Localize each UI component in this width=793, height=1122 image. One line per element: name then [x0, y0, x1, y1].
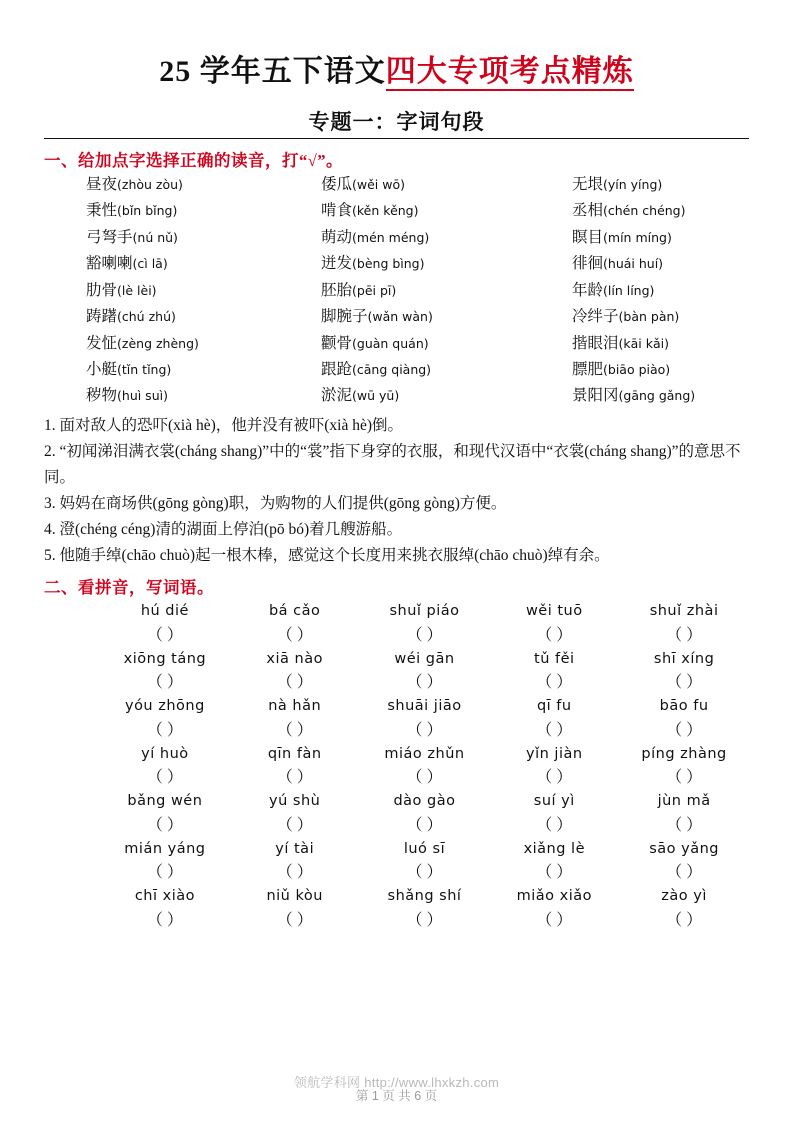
choice-word: 小艇: [86, 360, 118, 378]
pinyin-prompt: qī fu: [536, 698, 572, 715]
choice-word: 丞相: [572, 202, 604, 220]
write-words-grid: [44, 602, 749, 930]
choice-pinyin: (yín yíng): [603, 177, 663, 192]
answer-blank-row: [100, 717, 749, 740]
choice-word: 倭瓜: [321, 176, 353, 193]
pinyin-prompt: zào yì: [661, 888, 707, 905]
answer-blank[interactable]: （ ）: [666, 721, 703, 739]
pinyin-prompt: qīn fàn: [267, 745, 322, 762]
pinyin-row: [100, 792, 749, 812]
choice-word: 冷绊子: [572, 308, 619, 326]
pinyin-prompt: sāo yǎng: [649, 840, 719, 857]
choice-pinyin: (kěn kěng): [352, 203, 419, 219]
choice-item[interactable]: [307, 201, 528, 222]
pinyin-prompt: nà hǎn: [268, 698, 322, 715]
pinyin-prompt: shuāi jiāo: [387, 698, 462, 715]
choice-word: 秽物: [86, 387, 118, 405]
choice-word: 豁喇喇: [86, 255, 133, 273]
choice-item[interactable]: [528, 228, 749, 249]
pinyin-prompt: yóu zhōng: [124, 698, 205, 715]
pinyin-prompt: yí tài: [275, 840, 315, 857]
pinyin-prompt: wéi gān: [394, 650, 455, 667]
choice-pinyin: (wǎn wàn): [367, 309, 433, 325]
pinyin-prompt: yǐn jiàn: [526, 745, 583, 762]
choice-word: 瞑目: [572, 228, 604, 246]
choice-word: 年龄: [572, 281, 604, 299]
pinyin-row: [100, 602, 749, 622]
answer-blank[interactable]: （ ）: [666, 674, 703, 692]
subtitle: 专题一：字词句段: [308, 110, 485, 134]
answer-blank[interactable]: （ ）: [666, 769, 703, 787]
choice-word: 膘肥: [572, 360, 604, 378]
pinyin-prompt: wěi tuō: [525, 602, 583, 619]
answer-blank[interactable]: （ ）: [146, 769, 183, 787]
choice-word: 啃食: [321, 202, 353, 220]
answer-blank[interactable]: （ ）: [536, 721, 573, 739]
pinyin-prompt: dào gào: [393, 793, 456, 810]
choice-word: 肋骨: [86, 281, 118, 299]
pinyin-prompt: tǔ fěi: [534, 650, 575, 667]
answer-blank[interactable]: （ ）: [276, 864, 313, 882]
pinyin-row: [100, 650, 749, 670]
answer-blank[interactable]: （ ）: [276, 816, 313, 834]
pinyin-prompt: shǎng shí: [387, 888, 462, 905]
choice-word: 揩眼泪: [572, 334, 619, 352]
page-footer: 第 1 页 共 6 页: [355, 1089, 438, 1103]
pinyin-row: [100, 887, 749, 907]
choice-pinyin: (guàn quán): [352, 335, 429, 351]
answer-blank[interactable]: （ ）: [666, 911, 703, 929]
choice-item[interactable]: [86, 307, 307, 328]
choice-item[interactable]: [86, 281, 307, 302]
choice-item[interactable]: [307, 334, 528, 355]
answer-blank[interactable]: （ ）: [276, 721, 313, 739]
choice-pinyin: (lè lèi): [117, 282, 157, 298]
answer-blank[interactable]: （ ）: [146, 674, 183, 692]
pinyin-prompt: xiōng táng: [123, 650, 207, 667]
choice-pinyin: (chén chéng): [603, 203, 686, 219]
answer-blank[interactable]: （ ）: [406, 864, 443, 882]
choice-item[interactable]: [86, 201, 307, 222]
choice-word: 踌躇: [86, 308, 118, 326]
choice-pinyin: (zhòu zòu): [117, 177, 183, 192]
sentence-item[interactable]: 5. 他随手绰(chāo chuò)起一根木棒，感觉这个长度用来挑衣服绰(chāo chuò)绰有余。: [44, 546, 610, 564]
pinyin-prompt: hú dié: [140, 602, 189, 619]
choice-word: 颧骨: [321, 334, 353, 352]
answer-blank-row: [100, 907, 749, 930]
choice-item[interactable]: [307, 307, 528, 328]
choice-pinyin: (cāng qiàng): [352, 361, 432, 377]
sentence-item[interactable]: 2. “初闻涕泪满衣裳(cháng shang)”中的“裳”指下身穿的衣服，和现代汉语中“衣裳(cháng shang)”的意思不同。: [44, 443, 741, 486]
choice-pinyin: (biāo piào): [603, 361, 671, 377]
answer-blank[interactable]: （ ）: [146, 721, 183, 739]
choice-item[interactable]: [86, 360, 307, 381]
choice-item[interactable]: [86, 228, 307, 249]
choice-pinyin: (mén méng): [352, 229, 430, 245]
choice-pinyin: (gāng gǎng): [618, 388, 696, 404]
answer-blank[interactable]: （ ）: [276, 769, 313, 787]
choice-item[interactable]: [528, 254, 749, 275]
pinyin-prompt: niǔ kòu: [266, 888, 323, 905]
answer-blank[interactable]: （ ）: [406, 626, 443, 644]
sentence-list: [44, 413, 749, 568]
choice-word: 萌动: [321, 228, 353, 246]
answer-blank[interactable]: （ ）: [536, 769, 573, 787]
answer-blank[interactable]: （ ）: [406, 769, 443, 787]
choice-item[interactable]: [528, 281, 749, 302]
answer-blank[interactable]: （ ）: [146, 911, 183, 929]
answer-blank-row: [100, 622, 749, 645]
answer-blank[interactable]: （ ）: [146, 864, 183, 882]
pinyin-prompt: chī xiào: [134, 888, 195, 905]
answer-blank-row: [100, 669, 749, 692]
choice-item[interactable]: [86, 334, 307, 355]
choice-pinyin: (kāi kǎi): [618, 335, 669, 351]
answer-blank[interactable]: （ ）: [276, 674, 313, 692]
choice-pinyin: (cì lā): [132, 256, 168, 272]
pinyin-row: [100, 697, 749, 717]
choice-word: 迸发: [321, 255, 353, 273]
choice-item[interactable]: [307, 254, 528, 275]
answer-blank[interactable]: （ ）: [276, 911, 313, 929]
pinyin-prompt: yí huò: [141, 745, 189, 762]
pinyin-prompt: shuǐ piáo: [389, 602, 460, 619]
choice-pinyin: (huì suì): [117, 388, 168, 404]
pinyin-prompt: yú shù: [269, 793, 321, 810]
pinyin-prompt: miáo zhǔn: [384, 745, 465, 762]
choice-word: 景阳冈: [572, 387, 619, 405]
choice-pinyin: (bàn pàn): [618, 309, 680, 325]
pinyin-prompt: shuǐ zhài: [649, 602, 719, 619]
answer-blank[interactable]: （ ）: [536, 626, 573, 644]
choice-pinyin: (huái huí): [603, 256, 664, 272]
choice-pinyin: (tǐn tǐng): [117, 361, 172, 377]
title-black-part: 25 学年五下语文: [159, 55, 386, 88]
answer-blank[interactable]: （ ）: [536, 864, 573, 882]
choice-word: 淤泥: [321, 387, 353, 405]
choice-word: 脚腕子: [321, 308, 368, 326]
pinyin-prompt: píng zhàng: [641, 745, 727, 762]
answer-blank[interactable]: （ ）: [406, 816, 443, 834]
choice-word: 发怔: [86, 334, 118, 352]
choice-pinyin: (bǐn bǐng): [117, 203, 178, 219]
answer-blank-row: [100, 812, 749, 835]
answer-blank[interactable]: （ ）: [666, 626, 703, 644]
answer-blank[interactable]: （ ）: [276, 626, 313, 644]
pinyin-prompt: xiā nào: [266, 650, 323, 667]
answer-blank[interactable]: （ ）: [666, 864, 703, 882]
choice-word: 昼夜: [86, 176, 118, 193]
pinyin-prompt: bāo fu: [659, 698, 709, 715]
answer-blank[interactable]: （ ）: [536, 911, 573, 929]
choice-item[interactable]: [528, 307, 749, 328]
pinyin-prompt: miǎo xiǎo: [516, 888, 592, 905]
pinyin-prompt: bá cǎo: [268, 602, 321, 619]
choice-pinyin: (bèng bìng): [352, 256, 425, 272]
watermark: 领航学科网 http://www.lhxkzh.com: [293, 1075, 500, 1090]
choice-item[interactable]: [307, 228, 528, 249]
answer-blank[interactable]: （ ）: [406, 674, 443, 692]
choice-item[interactable]: [307, 386, 528, 407]
choice-item[interactable]: [86, 175, 307, 196]
answer-blank-row: [100, 859, 749, 882]
choice-word: 秉性: [86, 202, 118, 220]
choice-pinyin: (lín líng): [603, 282, 655, 298]
choice-pinyin: (zèng zhèng): [117, 335, 199, 351]
answer-blank-row: [100, 764, 749, 787]
pinyin-prompt: bǎng wén: [127, 793, 203, 810]
choice-pinyin: (mín míng): [603, 229, 672, 245]
choice-item[interactable]: [528, 360, 749, 381]
pinyin-prompt: suí yì: [533, 793, 575, 810]
choice-item[interactable]: [86, 254, 307, 275]
choice-pinyin: (wěi wō): [352, 177, 406, 192]
choice-pinyin: (nú nǔ): [132, 229, 178, 245]
sentence-item[interactable]: 1. 面对敌人的恐吓(xià hè)，他并没有被吓(xià hè)倒。: [44, 417, 404, 435]
subtitle-divider: [44, 138, 749, 139]
choice-pinyin: (pēi pī): [352, 282, 397, 298]
choice-item[interactable]: [528, 334, 749, 355]
answer-blank[interactable]: （ ）: [146, 626, 183, 644]
choice-word: 无垠: [572, 176, 604, 193]
choice-item[interactable]: [86, 386, 307, 407]
sentence-item[interactable]: 4. 澄(chéng céng)清的湖面上停泊(pō bó)着几艘游船。: [44, 520, 403, 538]
title-red-part: 四大专项考点精炼: [386, 55, 634, 91]
answer-blank[interactable]: （ ）: [406, 721, 443, 739]
pinyin-prompt: jùn mǎ: [657, 793, 711, 810]
choice-word: 胚胎: [321, 281, 353, 299]
page-title: [44, 54, 749, 90]
answer-blank[interactable]: （ ）: [666, 816, 703, 834]
choice-item[interactable]: [528, 386, 749, 407]
sentence-item[interactable]: 3. 妈妈在商场供(gōng gòng)职，为购物的人们提供(gōng gòng)方便。: [44, 494, 507, 512]
answer-blank[interactable]: （ ）: [406, 911, 443, 929]
section-two-heading: 二、看拼音，写词语。: [44, 577, 214, 597]
pinyin-row: [100, 840, 749, 860]
answer-blank[interactable]: （ ）: [146, 816, 183, 834]
section-one-heading: 一、给加点字选择正确的读音，打“√”。: [44, 151, 344, 170]
answer-blank[interactable]: （ ）: [536, 674, 573, 692]
choice-word: 跟跄: [321, 360, 353, 378]
choice-item[interactable]: [307, 175, 528, 196]
pinyin-choice-grid: [44, 175, 749, 407]
pinyin-prompt: xiǎng lè: [523, 840, 586, 857]
choice-word: 弓弩手: [86, 228, 133, 246]
choice-item[interactable]: [528, 201, 749, 222]
pinyin-prompt: luó sī: [403, 840, 446, 857]
choice-pinyin: (chú zhú): [117, 309, 176, 325]
pinyin-prompt: mián yáng: [124, 840, 206, 857]
choice-item[interactable]: [307, 281, 528, 302]
answer-blank[interactable]: （ ）: [536, 816, 573, 834]
choice-word: 徘徊: [572, 255, 604, 273]
pinyin-row: [100, 745, 749, 765]
choice-item[interactable]: [528, 175, 749, 196]
choice-pinyin: (wū yū): [352, 388, 400, 404]
choice-item[interactable]: [307, 360, 528, 381]
pinyin-prompt: shī xíng: [653, 650, 715, 667]
